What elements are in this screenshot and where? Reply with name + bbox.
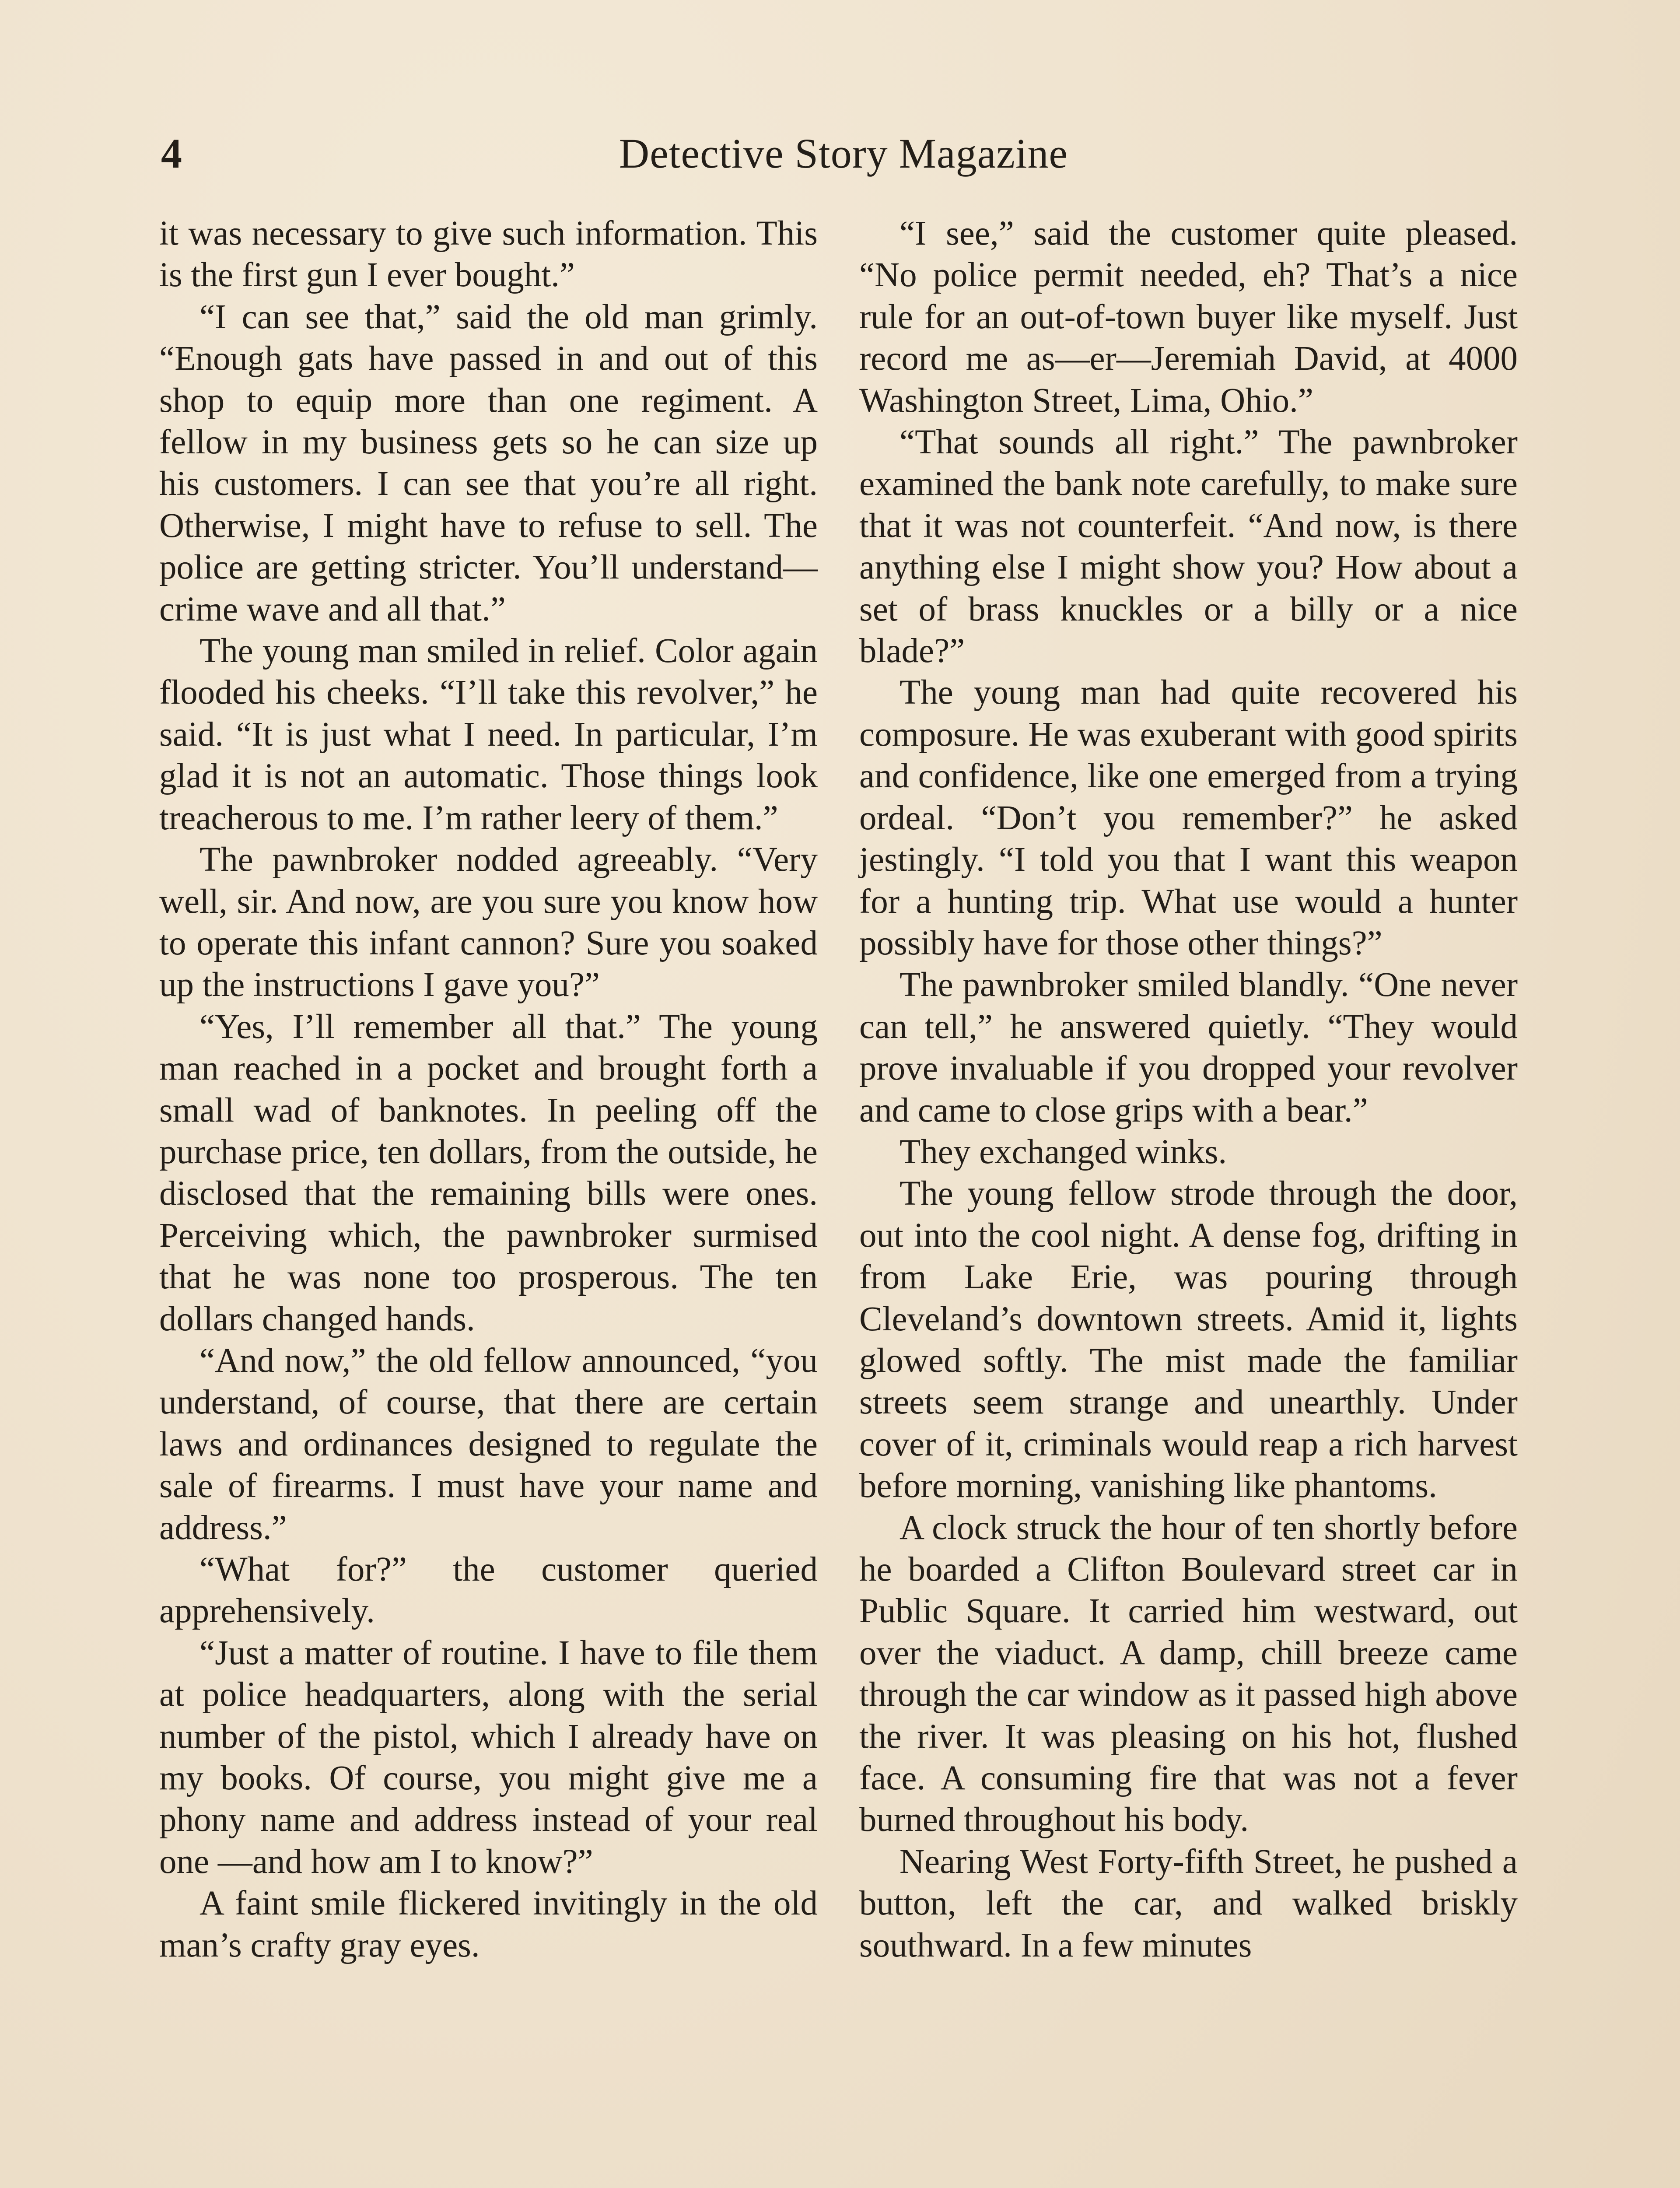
- paragraph: “What for?” the customer queried apprehensively.: [159, 1550, 818, 1630]
- paragraph: “That sounds all right.” The pawnbroker examined the bank note carefully, to make sure that it was not counterfeit. “And now, is there anything else I might show you? How about a set of brass knuckles or a billy or a nice blade?”: [859, 423, 1518, 670]
- paragraph: it was necessary to give such information. This is the first gun I ever bought.”: [159, 214, 818, 295]
- page-header: [161, 125, 1526, 182]
- paragraph: Nearing West Forty-fifth Street, he pushed a button, left the car, and walked briskly southward. In a few minutes: [859, 1842, 1518, 1964]
- paragraph: “I can see that,” said the old man grimly. “Enough gats have passed in and out of this shop to equip more than one regiment. A fellow in my business gets so he can size up his customers. I can see that you’re all right. Otherwise, I might have to refuse to sell. The police are getting stricter. You’ll understand—crime wave and all that.”: [159, 298, 818, 628]
- paragraph: A faint smile flickered invitingly in the old man’s crafty gray eyes.: [159, 1884, 818, 1964]
- paragraph: “Yes, I’ll remember all that.” The young man reached in a pocket and brought forth a small wad of banknotes. In peeling off the purchase price, ten dollars, from the outside, he disclosed that the remaining bills were ones. Perceiving which, the pawnbroker surmised that he was none too prosperous. The ten dollars changed hands.: [159, 1007, 818, 1338]
- paragraph: A clock struck the hour of ten shortly before he boarded a Clifton Boulevard street car in Public Square. It carried him westward, out over the viaduct. A damp, chill breeze came through the car window as it passed high above the river. It was pleasing on his hot, flushed face. A consuming fire that was not a fever burned throughout his body.: [859, 1508, 1518, 1839]
- running-title: Detective Story Magazine: [619, 130, 1068, 177]
- paragraph: The young man smiled in relief. Color again flooded his cheeks. “I’ll take this revolver,” he said. “It is just what I need. In particular, I’m glad it is not an automatic. Those things look treacherous to me. I’m rather leery of them.”: [159, 632, 818, 837]
- paragraph: “And now,” the old fellow announced, “you understand, of course, that there are certain laws and ordinances designed to regulate the sale of firearms. I must have your name and address.”: [159, 1341, 818, 1547]
- paragraph: The pawnbroker nodded agreeably. “Very well, sir. And now, are you sure you know how to operate this infant cannon? Sure you soaked up the instructions I gave you?”: [159, 841, 818, 1004]
- paragraph: “Just a matter of routine. I have to file them at police headquarters, along with the serial number of the pistol, which I already have on my books. Of course, you might give me a phony name and address instead of your real one —and how am I to know?”: [159, 1634, 818, 1881]
- paragraph: The pawnbroker smiled blandly. “One never can tell,” he answered quietly. “They would prove invaluable if you dropped your revolver and came to close grips with a bear.”: [859, 966, 1518, 1129]
- paragraph: The young man had quite recovered his composure. He was exuberant with good spirits and confidence, like one emerged from a trying ordeal. “Don’t you remember?” he asked jestingly. “I told you that I want this weapon for a hunting trip. What use would a hunter possibly have for those other things?”: [859, 673, 1518, 962]
- left-column: [159, 213, 818, 1966]
- paragraph: “I see,” said the customer quite pleased. “No police permit needed, eh? That’s a nice rule for an out-of-town buyer like myself. Just record me as—er—Jeremiah David, at 4000 Washington Street, Lima, Ohio.”: [859, 214, 1518, 420]
- page-number: 4: [161, 130, 182, 177]
- paragraph: They exchanged winks.: [900, 1133, 1227, 1171]
- right-column: [859, 213, 1518, 1966]
- paragraph: The young fellow strode through the door, out into the cool night. A dense fog, drifting in from Lake Erie, was pouring through Cleveland’s downtown streets. Amid it, lights glowed softly. The mist made the familiar streets seem strange and unearthly. Under cover of it, criminals would reap a rich harvest before morning, vanishing like phantoms.: [859, 1175, 1518, 1505]
